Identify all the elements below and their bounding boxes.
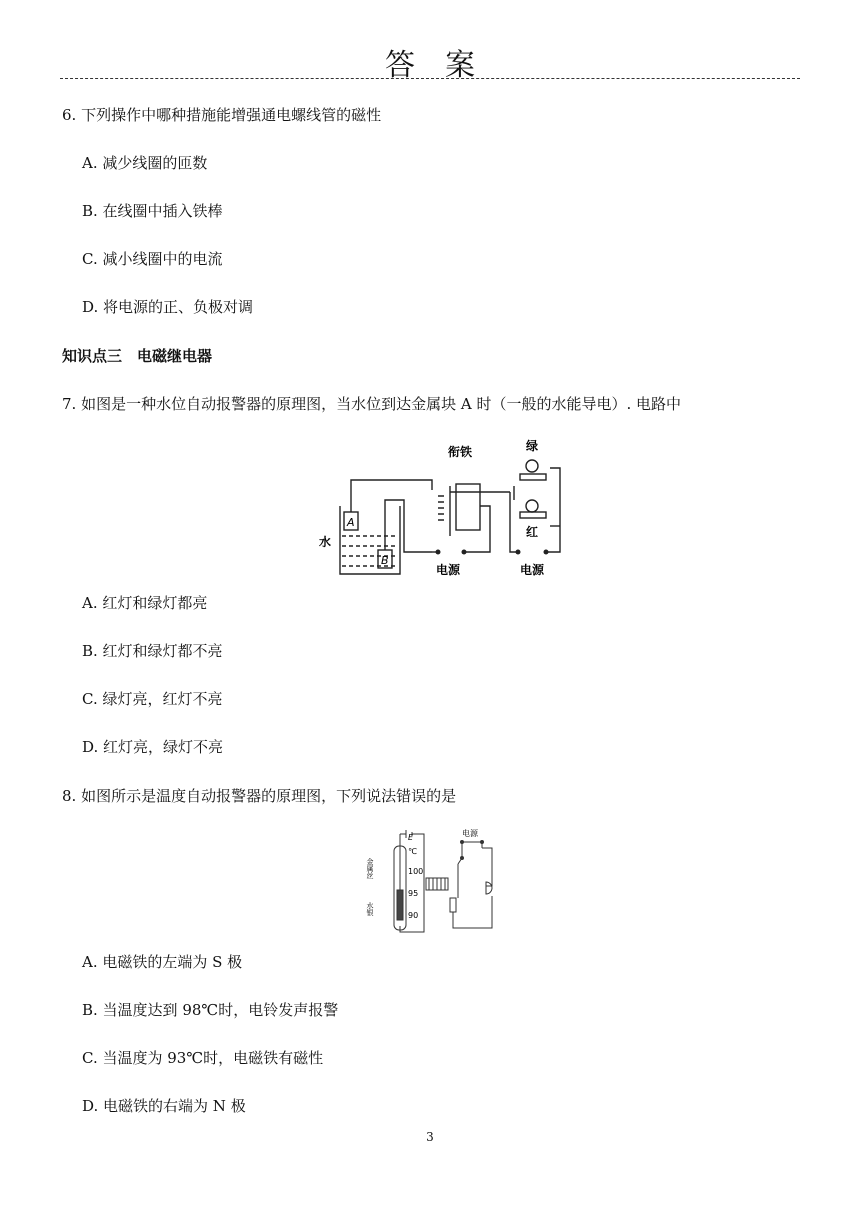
temperature-alarm-diagram (366, 828, 506, 936)
power-label-1: 电源 (436, 563, 461, 577)
q7-option-c: C. 绿灯亮，红灯不亮 (82, 690, 223, 708)
block-b-label: B (381, 554, 389, 567)
q7-option-a: A. 红灯和绿灯都亮 (82, 594, 208, 612)
tick-95: 95 (408, 889, 419, 898)
q8-option-b: B. 当温度达到 98℃时，电铃发声报警 (82, 1001, 339, 1019)
q6-option-c: C. 减小线圈中的电流 (82, 250, 223, 268)
metal-wire-label: 金属丝 (366, 858, 374, 879)
mercury-label: 水银 (366, 902, 374, 916)
green-lamp-label: 绿 (526, 439, 539, 453)
red-lamp-label: 红 (526, 525, 539, 539)
armature-label: 衔铁 (448, 445, 473, 459)
header-divider (60, 78, 800, 79)
q8-option-c: C. 当温度为 93℃时，电磁铁有磁性 (82, 1049, 324, 1067)
q6-option-b: B. 在线圈中插入铁棒 (82, 202, 223, 220)
temperature-alarm-figure (366, 828, 506, 936)
celsius-label: ℃ (408, 847, 417, 856)
q6-option-a: A. 减少线圈的匝数 (82, 154, 208, 172)
q7-stem: 7. 如图是一种水位自动报警器的原理图，当水位到达金属块 A 时（一般的水能导电）. 电路中 (62, 395, 681, 413)
water-label: 水 (319, 535, 332, 549)
q8-option-a: A. 电磁铁的左端为 S 极 (82, 953, 243, 971)
power-label-2: 电源 (520, 563, 545, 577)
q6-option-d: D. 将电源的正、负极对调 (82, 298, 254, 316)
water-level-alarm-diagram (314, 436, 570, 581)
tick-90: 90 (408, 911, 419, 920)
page-title: 答 案 (385, 48, 475, 83)
block-a-label: A (347, 516, 355, 529)
section-heading: 知识点三 电磁继电器 (62, 347, 213, 365)
page-number: 3 (426, 1130, 434, 1144)
q8-stem: 8. 如图所示是温度自动报警器的原理图，下列说法错误的是 (62, 787, 457, 805)
power-label: 电源 (462, 829, 478, 838)
q6-stem: 6. 下列操作中哪种措施能增强通电螺线管的磁性 (62, 106, 382, 124)
q8-option-d: D. 电磁铁的右端为 N 极 (82, 1097, 246, 1115)
tick-100: 100 (408, 867, 424, 876)
battery-e-label: E (408, 833, 414, 842)
q7-option-b: B. 红灯和绿灯都不亮 (82, 642, 223, 660)
water-level-alarm-figure (314, 436, 570, 581)
q7-option-d: D. 红灯亮，绿灯不亮 (82, 738, 224, 756)
